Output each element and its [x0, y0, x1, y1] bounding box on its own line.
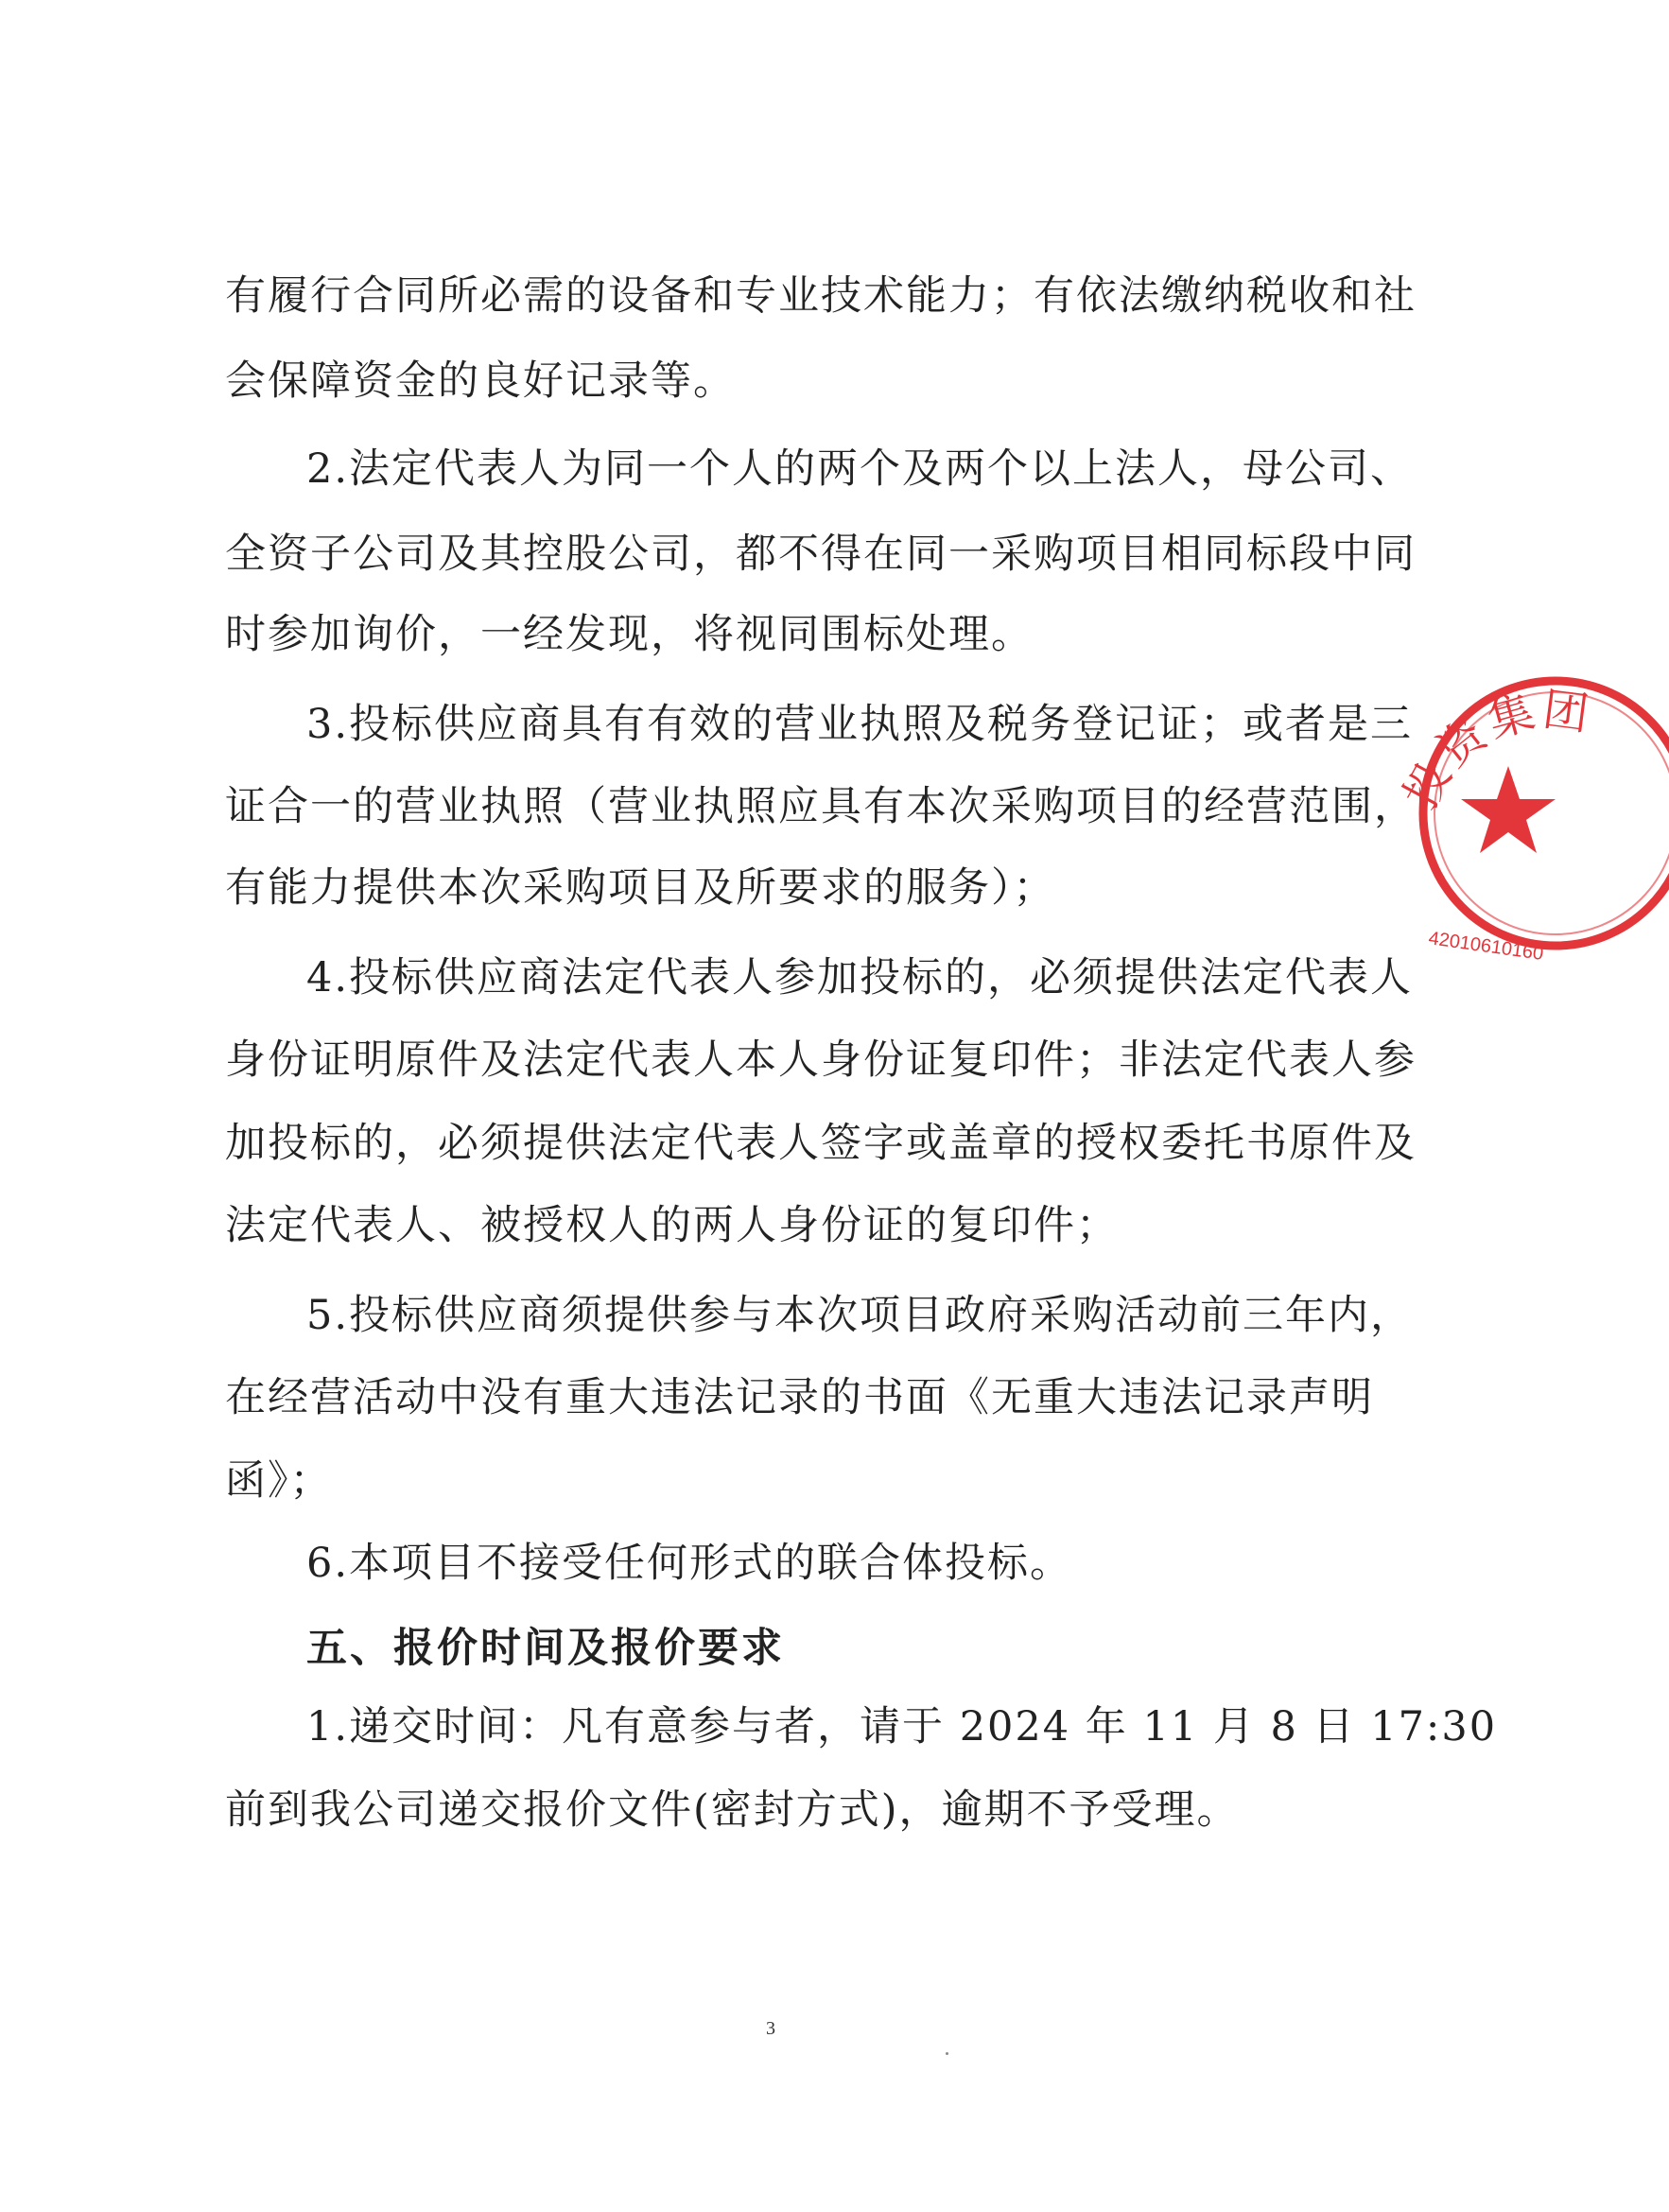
section-heading-5: 五、报价时间及报价要求	[306, 1625, 785, 1672]
paragraph-5-line-3: 函》；	[225, 1457, 333, 1505]
paragraph-4-line-3: 加投标的，必须提供法定代表人签字或盖章的授权委托书原件及	[225, 1120, 1417, 1167]
submission-line-2: 前到我公司递交报价文件(密封方式)，逾期不予受理。	[225, 1786, 1240, 1834]
paragraph-2-line-3: 时参加询价，一经发现，将视同围标处理。	[225, 611, 1034, 658]
paragraph-3-line-2: 证合一的营业执照（营业执照应具有本次采购项目的经营范围，	[225, 783, 1417, 830]
paragraph-5-line-1: 5.投标供应商须提供参与本次项目政府采购活动前三年内，	[306, 1292, 1414, 1339]
page-number: 3	[766, 2018, 775, 2039]
scan-dot	[946, 2052, 948, 2055]
submission-line-1: 1.递交时间：凡有意参与者，请于 2024 年 11 月 8 日 17:30	[306, 1703, 1498, 1750]
paragraph-6-line-1: 6.本项目不接受任何形式的联合体投标。	[306, 1540, 1073, 1587]
svg-text:投资集团: 投资集团	[1393, 683, 1596, 818]
paragraph-4-line-2: 身份证明原件及法定代表人本人身份证复印件；非法定代表人参	[225, 1036, 1417, 1084]
paragraph-2-line-2: 全资子公司及其控股公司，都不得在同一采购项目相同标段中同	[225, 531, 1417, 578]
paragraph-4-line-1: 4.投标供应商法定代表人参加投标的，必须提供法定代表人	[306, 954, 1414, 1001]
company-seal-stamp	[1385, 643, 1669, 984]
paragraph-4-line-4: 法定代表人、被授权人的两人身份证的复印件；	[225, 1202, 1119, 1249]
paragraph-3-line-1: 3.投标供应商具有有效的营业执照及税务登记证；或者是三	[306, 701, 1414, 748]
body-line-1: 有履行合同所必需的设备和专业技术能力；有依法缴纳税收和社	[225, 272, 1417, 320]
svg-text:42010610160: 42010610160	[1427, 928, 1545, 965]
paragraph-5-line-2: 在经营活动中没有重大违法记录的书面《无重大违法记录声明	[225, 1374, 1374, 1421]
body-line-2: 会保障资金的良好记录等。	[225, 357, 736, 405]
paragraph-3-line-3: 有能力提供本次采购项目及所要求的服务）；	[225, 864, 1056, 912]
paragraph-2-line-1: 2.法定代表人为同一个人的两个及两个以上法人，母公司、	[306, 445, 1414, 493]
